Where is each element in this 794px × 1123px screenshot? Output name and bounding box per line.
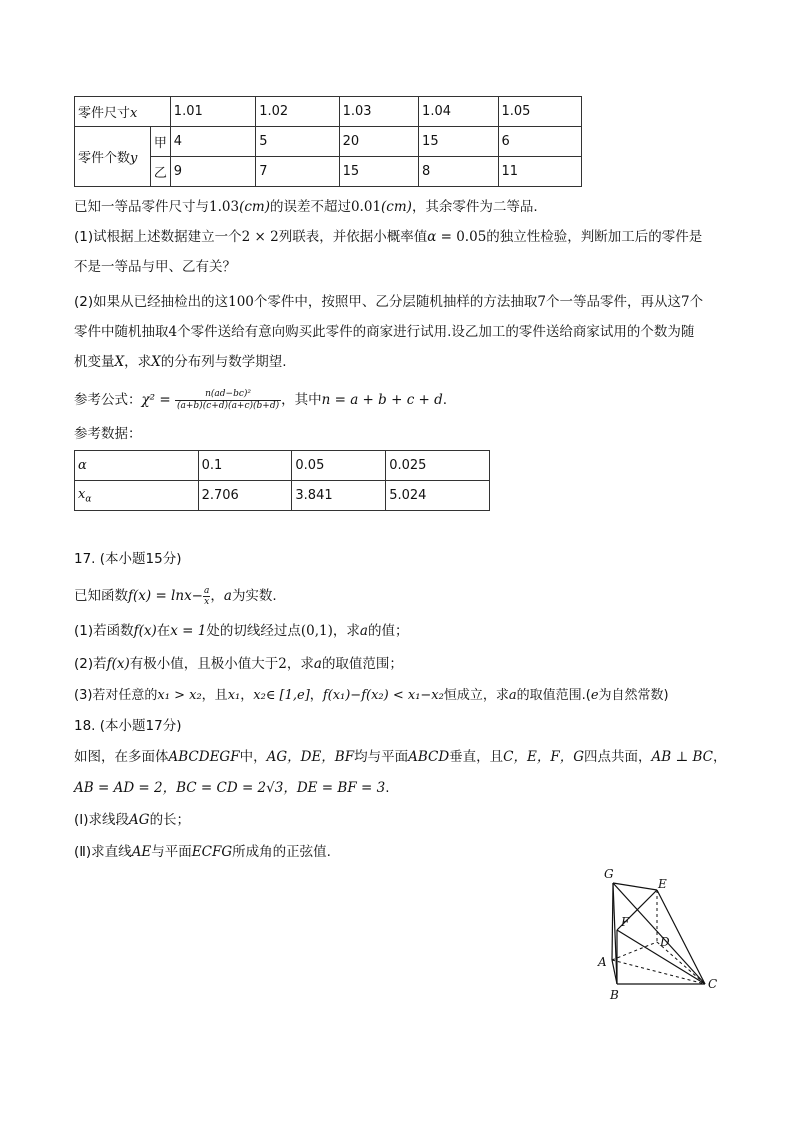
size-cell: 1.01 — [170, 97, 255, 127]
label-C: C — [708, 977, 718, 991]
jia-count-cell: 5 — [256, 127, 339, 157]
q1-part2: 列联表，并依据小概率值 — [278, 229, 428, 245]
p17-s1-mid: 在 — [156, 623, 171, 639]
count-label: 零件个数 — [78, 151, 131, 166]
yi-count-cell: 11 — [498, 157, 582, 187]
q2-p1: (2)如果从已经抽检出的这 — [74, 294, 229, 310]
p17-s3-sep2: ， — [309, 688, 323, 703]
jia-count-cell: 6 — [498, 127, 582, 157]
p17-s3-mid: ，且 — [201, 688, 228, 703]
p17-sub1 — [74, 621, 408, 641]
q2-n2: 7 — [537, 294, 546, 310]
q1-line1 — [74, 227, 702, 247]
p18-s2-line: AE — [131, 844, 152, 860]
p17-eq: = lnx− — [151, 588, 203, 604]
ref-label: 参考数据： — [74, 426, 142, 442]
formula-chi: χ² = — [141, 392, 171, 408]
q2-p8: ，求 — [124, 354, 152, 370]
p18-l1-mid4: 四点共面， — [584, 749, 652, 765]
p18-l1-mid2: 均与平面 — [354, 749, 409, 765]
size-header-cell — [75, 97, 171, 127]
p17-header: 17. (本小题15分) — [74, 551, 182, 567]
intro-post: ，其余零件为二等品. — [411, 199, 538, 215]
p17-s2-fx: f(x) — [106, 656, 130, 672]
jia-label: 甲 — [150, 127, 170, 157]
formula-end: . — [442, 392, 448, 408]
formula-line — [74, 386, 447, 414]
p17-stem-end: 为实数. — [231, 588, 277, 604]
q2-p6: 个零件送给有意向购买此零件的商家进行试用.设乙加工的零件送给商家试用的个数为随 — [177, 324, 695, 340]
q2-p2: 个零件中，按照甲、乙分层随机抽样的方法抽取 — [253, 294, 538, 310]
intro-unit1: (cm) — [239, 199, 270, 215]
p17-s3-ineq: x₁ > x₂ — [157, 688, 202, 703]
q1-part1: (1)试根据上述数据建立一个 — [74, 229, 242, 245]
q2-p9: 的分布列与数学期望. — [160, 354, 287, 370]
p18-plane1: ABCD — [408, 749, 450, 765]
alpha-header — [75, 451, 199, 481]
p18-s2-plane: ECFG — [191, 844, 233, 860]
jia-count-cell: 15 — [419, 127, 498, 157]
size-cell: 1.02 — [256, 97, 339, 127]
p17-s1-x: x = 1 — [170, 623, 207, 639]
count-var: y — [130, 151, 138, 166]
jia-count-cell: 4 — [170, 127, 255, 157]
alpha-cell: 0.1 — [198, 451, 292, 481]
size-count-table — [74, 96, 582, 187]
p17-s3-mid2: 恒成立，求 — [443, 688, 509, 703]
count-header-cell — [75, 127, 151, 187]
polyhedron-figure — [590, 860, 730, 1006]
p17-stem-post: ， — [210, 588, 224, 604]
edge-GE — [613, 883, 657, 890]
label-B: B — [610, 988, 619, 1002]
p18-line2 — [74, 778, 389, 798]
size-label: 零件尺寸 — [78, 106, 131, 121]
p17-s3-ineq2: f(x₁)−f(x₂) < x₁−x₂ — [322, 688, 444, 703]
p18-l1-pre: 如图，在多面体 — [74, 749, 169, 765]
p18-sub1 — [74, 810, 190, 830]
p17-s3-sep: ， — [240, 688, 254, 703]
p17-a: a — [223, 588, 232, 604]
q2-line3 — [74, 352, 287, 372]
formula-eq: n = a + b + c + d — [321, 392, 443, 408]
label-E: E — [658, 877, 667, 891]
p17-s2-mid2: ，求 — [286, 656, 314, 672]
p18-header: 18. (本小题17分) — [74, 718, 182, 734]
p17-s3-pre: (3)若对任意的 — [74, 688, 158, 703]
q2-line1 — [74, 292, 703, 312]
p17-fx: f(x) — [128, 588, 152, 604]
p18-s2-pre: (Ⅱ)求直线 — [74, 844, 132, 860]
critical-value-table — [74, 450, 490, 511]
yi-count-cell: 9 — [170, 157, 255, 187]
p17-s2-a: a — [313, 656, 322, 672]
edge-AC-dashed — [612, 960, 705, 984]
p18-pts: C，E，F，G — [503, 749, 585, 765]
alpha-cell: 0.025 — [386, 451, 490, 481]
p18-s2-end: 所成角的正弦值. — [232, 844, 331, 860]
q2-p5: 零件中随机抽取 — [74, 324, 169, 340]
p17-s3-x1: x₁ — [227, 688, 241, 703]
p18-s1-end: 的长； — [149, 812, 191, 828]
p17-s3-end: 为自然常数) — [598, 688, 669, 703]
edge-GC — [613, 883, 705, 984]
x-symbol: x — [78, 486, 86, 502]
p17-s3-e: e — [590, 688, 599, 703]
q2-line2 — [74, 322, 694, 342]
x-alpha-cell: 2.706 — [198, 481, 292, 511]
x-alpha-header — [75, 481, 199, 511]
p17-stem — [74, 583, 277, 609]
p17-s3-a: a — [508, 688, 517, 703]
q2-var1: X — [114, 354, 125, 370]
formula-label: 参考公式： — [74, 392, 142, 408]
q2-p4: 个 — [689, 294, 704, 310]
formula-fraction — [175, 389, 281, 412]
p17-frac-num: a — [204, 585, 210, 596]
formula-num: n(ad−bc)² — [175, 389, 281, 401]
size-var: x — [130, 106, 138, 121]
p17-s1-mid3: ，求 — [332, 623, 360, 639]
p18-s2-mid: 与平面 — [151, 844, 192, 860]
intro-val1: 1.03 — [209, 199, 240, 215]
p18-l1-mid: 中， — [239, 749, 267, 765]
q2-n4: 4 — [168, 324, 178, 340]
yi-count-cell: 7 — [256, 157, 339, 187]
yi-count-cell: 8 — [419, 157, 498, 187]
p18-poly: ABCDEGF — [168, 749, 240, 765]
p17-s2-mid: 有极小值，且极小值大于 — [129, 656, 279, 672]
p17-s1-a: a — [359, 623, 368, 639]
p18-s1-seg: AG — [129, 812, 150, 828]
p17-s1-pre: (1)若函数 — [74, 623, 134, 639]
p18-s1-pre: (Ⅰ)求线段 — [74, 812, 130, 828]
p17-sub3 — [74, 686, 669, 706]
q2-p3: 个一等品零件，再从这 — [546, 294, 681, 310]
p18-l1-mid3: 垂直，且 — [449, 749, 504, 765]
p17-s1-end: 的值； — [367, 623, 409, 639]
p18-edges: AG，DE，BF — [266, 749, 355, 765]
x-alpha-cell: 5.024 — [386, 481, 490, 511]
p17-s1-mid2: 处的切线经过点 — [206, 623, 301, 639]
p17-s2-pre: (2)若 — [74, 656, 107, 672]
jia-count-cell: 20 — [339, 127, 418, 157]
x-alpha-cell: 3.841 — [292, 481, 386, 511]
intro-line — [74, 197, 538, 217]
edge-GA — [612, 883, 613, 960]
p17-s3-x2: x₂∈ [1,e] — [253, 688, 310, 703]
yi-count-cell: 15 — [339, 157, 418, 187]
p17-s3-mid3: 的取值范围.( — [516, 688, 591, 703]
formula-den: (a+b)(c+d)(a+c)(b+d) — [177, 400, 280, 411]
q1-alpha: α — [427, 229, 437, 245]
q2-var2: X — [151, 354, 161, 370]
p18-l2-end: . — [385, 780, 390, 796]
intro-mid: 的误差不超过 — [269, 199, 351, 215]
p17-s2-n: 2 — [278, 656, 287, 672]
q2-p7: 机变量 — [74, 354, 115, 370]
size-cell: 1.04 — [419, 97, 498, 127]
intro-val2: 0.01 — [350, 199, 382, 215]
intro-pre: 已知一等品零件尺寸与 — [74, 199, 209, 215]
intro-unit2: (cm) — [381, 199, 412, 215]
p17-sub2 — [74, 654, 403, 674]
p17-s2-end: 的取值范围； — [321, 656, 403, 672]
label-D: D — [660, 935, 670, 949]
label-F: F — [621, 915, 630, 929]
alpha-cell: 0.05 — [292, 451, 386, 481]
p18-l1-end: ， — [712, 749, 727, 765]
p17-stem-pre: 已知函数 — [74, 588, 128, 604]
q2-n1: 100 — [228, 294, 254, 310]
p17-frac-den: x — [204, 596, 210, 607]
q2-n3: 7 — [681, 294, 690, 310]
q1-part3: 的独立性检验，判断加工后的零件是 — [486, 229, 703, 245]
formula-mid: ，其中 — [281, 392, 322, 408]
label-G: G — [604, 867, 614, 881]
size-cell: 1.03 — [339, 97, 418, 127]
p18-perp: AB ⊥ BC — [651, 749, 713, 765]
p18-l2: AB = AD = 2，BC = CD = 2√3，DE = BF = 3 — [74, 780, 386, 796]
x-subscript: α — [85, 494, 92, 505]
size-cell: 1.05 — [498, 97, 582, 127]
p17-s1-fx: f(x) — [133, 623, 157, 639]
q1-size: 2 × 2 — [241, 229, 279, 245]
alpha-symbol: α — [78, 458, 87, 473]
p18-sub2 — [74, 842, 331, 862]
label-A: A — [598, 955, 607, 969]
q1-eq: = 0.05 — [436, 229, 487, 245]
p17-s1-pt: (0,1) — [300, 623, 333, 639]
p18-line1 — [74, 747, 726, 767]
q1-line2: 不是一等品与甲、乙有关？ — [74, 259, 236, 275]
yi-label: 乙 — [150, 157, 170, 187]
